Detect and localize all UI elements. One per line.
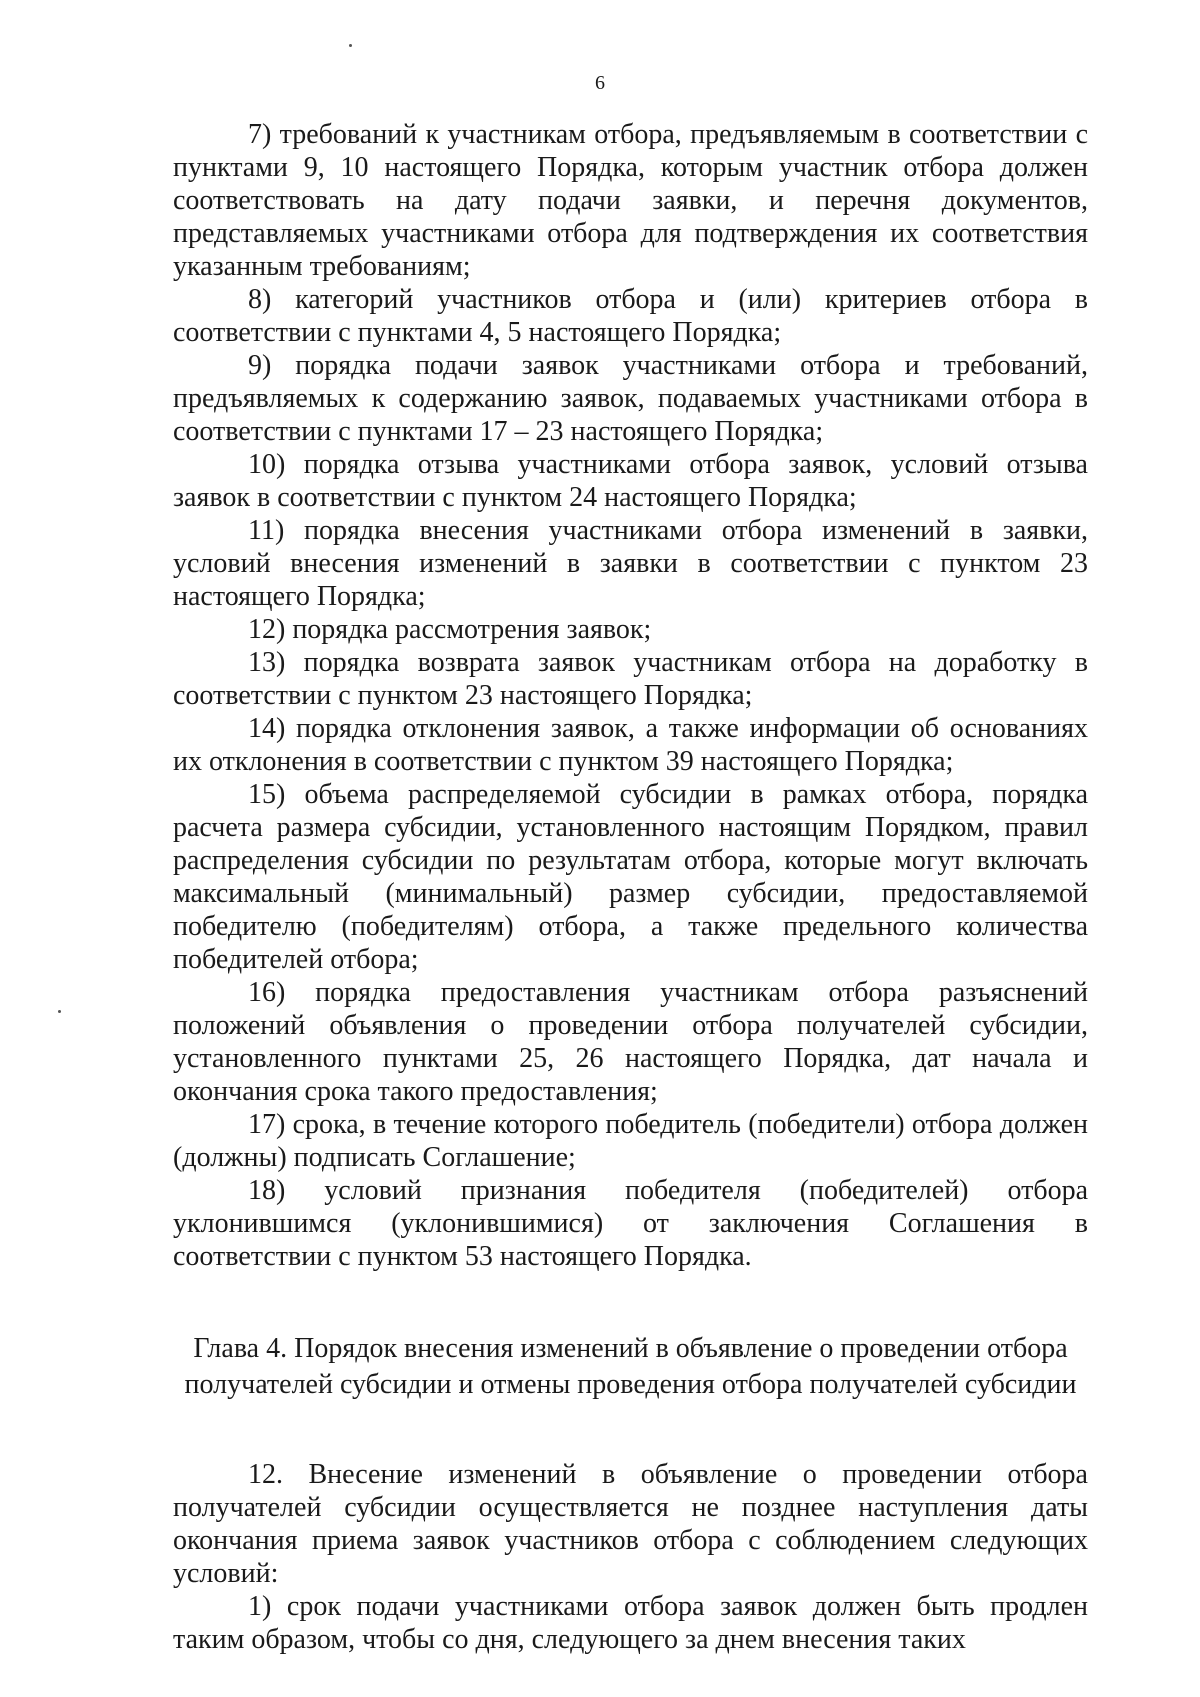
document-body	[173, 118, 1088, 1656]
list-item-9: 9) порядка подачи заявок участниками отбора и требований, предъявляемых к содержанию заявок, подаваемых участниками отбора в соответствии с пунктами 17 – 23 настоящего Порядка;	[173, 350, 1088, 447]
list-item-16: 16) порядка предоставления участникам отбора разъяснений положений объявления о проведении отбора получателей субсидии, установленного пунктами 25, 26 настоящего Порядка, дат начала и окончания срока такого предоставления;	[173, 977, 1088, 1107]
list-item-8: 8) категорий участников отбора и (или) критериев отбора в соответствии с пунктами 4, 5 настоящего Порядка;	[173, 284, 1088, 348]
chapter-heading	[173, 1331, 1088, 1403]
list-item-10: 10) порядка отзыва участниками отбора заявок, условий отзыва заявок в соответствии с пунктом 24 настоящего Порядка;	[173, 449, 1088, 513]
scan-speck	[58, 1010, 61, 1013]
chapter-heading-line-1: Глава 4. Порядок внесения изменений в объявление о проведении отбора	[193, 1333, 1068, 1364]
page-number: 6	[595, 72, 605, 94]
list-item-12: 12) порядка рассмотрения заявок;	[248, 614, 652, 645]
section-12-subitem-1: 1) срок подачи участниками отбора заявок должен быть продлен таким образом, чтобы со дня, следующего за днем внесения таких	[173, 1591, 1088, 1655]
list-item-7: 7) требований к участникам отбора, предъявляемым в соответствии с пунктами 9, 10 настоящего Порядка, которым участник отбора должен соответствовать на дату подачи заявки, и перечня документов, представляемых участниками отбора для подтверждения их соответствия указанным требованиям;	[173, 119, 1088, 282]
list-item-18: 18) условий признания победителя (победителей) отбора уклонившимся (уклонившимися) от заключения Соглашения в соответствии с пунктом 53 настоящего Порядка.	[173, 1175, 1088, 1272]
list-item-15: 15) объема распределяемой субсидии в рамках отбора, порядка расчета размера субсидии, установленного настоящим Порядком, правил распределения субсидии по результатам отбора, которые могут включать максимальный (минимальный) размер субсидии, предоставляемой победителю (победителям) отбора, а также предельного количества победителей отбора;	[173, 779, 1088, 975]
chapter-heading-line-2: получателей субсидии и отмены проведения отбора получателей субсидии	[184, 1369, 1077, 1400]
list-item-13: 13) порядка возврата заявок участникам отбора на доработку в соответствии с пунктом 23 настоящего Порядка;	[173, 647, 1088, 711]
list-item-11: 11) порядка внесения участниками отбора изменений в заявки, условий внесения изменений в заявки в соответствии с пунктом 23 настоящего Порядка;	[173, 515, 1088, 612]
section-12-paragraph: 12. Внесение изменений в объявление о проведении отбора получателей субсидии осуществляется не позднее наступления даты окончания приема заявок участников отбора с соблюдением следующих условий:	[173, 1459, 1088, 1589]
list-item-14: 14) порядка отклонения заявок, а также информации об основаниях их отклонения в соответствии с пунктом 39 настоящего Порядка;	[173, 713, 1088, 777]
scan-speck	[349, 44, 352, 47]
list-item-17: 17) срока, в течение которого победитель (победители) отбора должен (должны) подписать Соглашение;	[173, 1109, 1088, 1173]
